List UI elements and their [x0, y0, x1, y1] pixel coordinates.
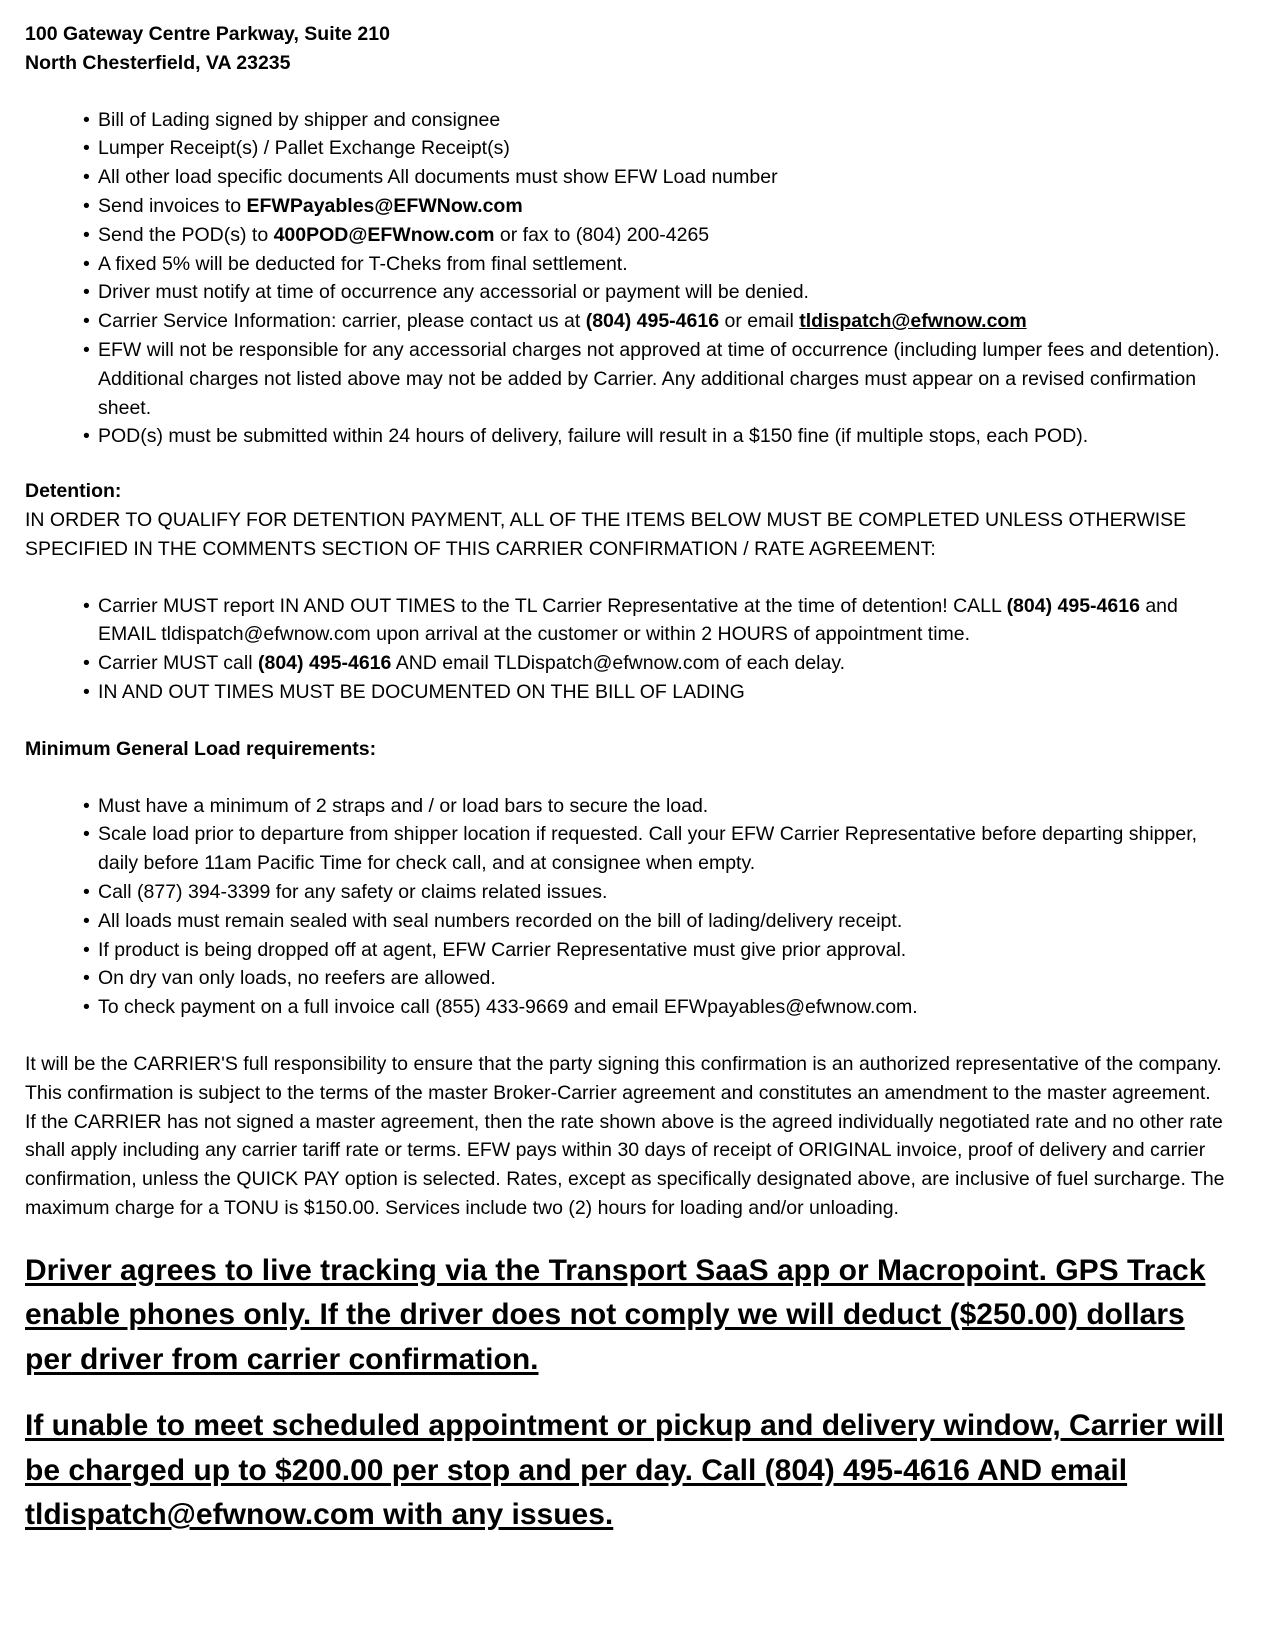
address-line-2: North Chesterfield, VA 23235: [25, 51, 291, 74]
list-item: • Send the POD(s) to 400POD@EFWnow.com or fax to (804) 200-4265: [87, 221, 1275, 250]
list-item: • All other load specific documents All documents must show EFW Load number: [87, 163, 1275, 192]
list-item: • Bill of Lading signed by shipper and consignee: [87, 106, 1275, 135]
minimum-heading: Minimum General Load requirements:: [25, 737, 377, 760]
pod-email: 400POD@EFWnow.com: [273, 223, 495, 246]
detention-intro: IN ORDER TO QUALIFY FOR DETENTION PAYMENT, ALL OF THE ITEMS BELOW MUST BE COMPLETED UNLESS OTHERWISE SPECIFIED IN THE COMMENTS SECTION OF THIS CARRIER CONFIRMATION / RATE AGREEMENT:: [25, 508, 1187, 560]
delay-phone: (804) 495-4616: [258, 652, 392, 675]
tracking-notice: Driver agrees to live tracking via the Transport SaaS app or Macropoint. GPS Track enable phones only. If the driver does not comply we will deduct ($250.00) dollars per driver from carrier confirmation.: [25, 1253, 1206, 1376]
list-item: • If product is being dropped off at agent, EFW Carrier Representative must give prior approval.: [87, 936, 1275, 965]
list-item: • Must have a minimum of 2 straps and / or load bars to secure the load.: [87, 792, 1275, 821]
dispatch-email-link[interactable]: tldispatch@efwnow.com: [799, 310, 1027, 333]
list-item: • All loads must remain sealed with seal numbers recorded on the bill of lading/delivery receipt.: [87, 907, 1275, 936]
address-line-1: 100 Gateway Centre Parkway, Suite 210: [25, 23, 390, 45]
list-item: • On dry van only loads, no reefers are allowed.: [87, 964, 1275, 993]
list-item: • Call (877) 394-3399 for any safety or claims related issues.: [87, 878, 1275, 907]
address-block: [25, 20, 1275, 78]
list-item: • Driver must notify at time of occurrence any accessorial or payment will be denied.: [87, 278, 1275, 307]
detention-phone: (804) 495-4616: [1006, 594, 1140, 617]
list-item: • Send invoices to EFWPayables@EFWNow.com: [87, 192, 1275, 221]
detention-heading: Detention:: [25, 480, 122, 503]
list-item: • A fixed 5% will be deducted for T-Cheks from final settlement.: [87, 250, 1275, 279]
responsibility-paragraph: It will be the CARRIER'S full responsibility to ensure that the party signing this confirmation is an authorized representative of the company. This confirmation is subject to the terms of the master Broker-Carrier agreement and constitutes an amendment to the master agreement. If the CARRIER has not signed a master agreement, then the rate shown above is the agreed individually negotiated rate and no other rate shall apply including any carrier tariff rate or terms. EFW pays within 30 days of receipt of ORIGINAL invoice, proof of delivery and carrier confirmation, unless the QUICK PAY option is selected. Rates, except as specifically designated above, are inclusive of fuel surcharge. The maximum charge for a TONU is $150.00. Services include two (2) hours for loading and/or unloading.: [25, 1052, 1225, 1219]
list-item: • EFW will not be responsible for any accessorial charges not approved at time of occurrence (including lumper fees and detention). Additional charges not listed above may not be added by Carrier. Any additional charges must appear on a revised confirmation sheet.: [87, 336, 1275, 422]
detention-list: [25, 592, 1275, 707]
list-item: • IN AND OUT TIMES MUST BE DOCUMENTED ON THE BILL OF LADING: [87, 678, 1275, 707]
invoice-email: EFWPayables@EFWNow.com: [246, 194, 523, 217]
list-item: • Lumper Receipt(s) / Pallet Exchange Receipt(s): [87, 134, 1275, 163]
documents-list: [25, 106, 1275, 452]
list-item: • Carrier Service Information: carrier, please contact us at (804) 495-4616 or email tldispatch@efwnow.com: [87, 307, 1275, 336]
list-item: • POD(s) must be submitted within 24 hours of delivery, failure will result in a $150 fine (if multiple stops, each POD).: [87, 422, 1275, 451]
service-phone: (804) 495-4616: [585, 310, 720, 333]
detention-section: [25, 477, 1275, 707]
list-item: • Scale load prior to departure from shipper location if requested. Call your EFW Carrier Representative before departing shipper, daily before 11am Pacific Time for check call, and at consignee when empty.: [87, 820, 1275, 878]
list-item: • To check payment on a full invoice call (855) 433-9669 and email EFWpayables@efwnow.com.: [87, 993, 1275, 1022]
minimum-list: [25, 792, 1275, 1022]
appointment-notice: If unable to meet scheduled appointment or pickup and delivery window, Carrier will be charged up to $200.00 per stop and per day. Call (804) 495-4616 AND email tldispatch@efwnow.com with any issues.: [25, 1409, 1225, 1532]
minimum-requirements-section: [25, 735, 1275, 1022]
list-item: • Carrier MUST call (804) 495-4616 AND email TLDispatch@efwnow.com of each delay.: [87, 649, 1275, 678]
list-item: • Carrier MUST report IN AND OUT TIMES to the TL Carrier Representative at the time of detention! CALL (804) 495-4616 and EMAIL tldispatch@efwnow.com upon arrival at the customer or within 2 HOURS of appointment time.: [87, 592, 1275, 650]
